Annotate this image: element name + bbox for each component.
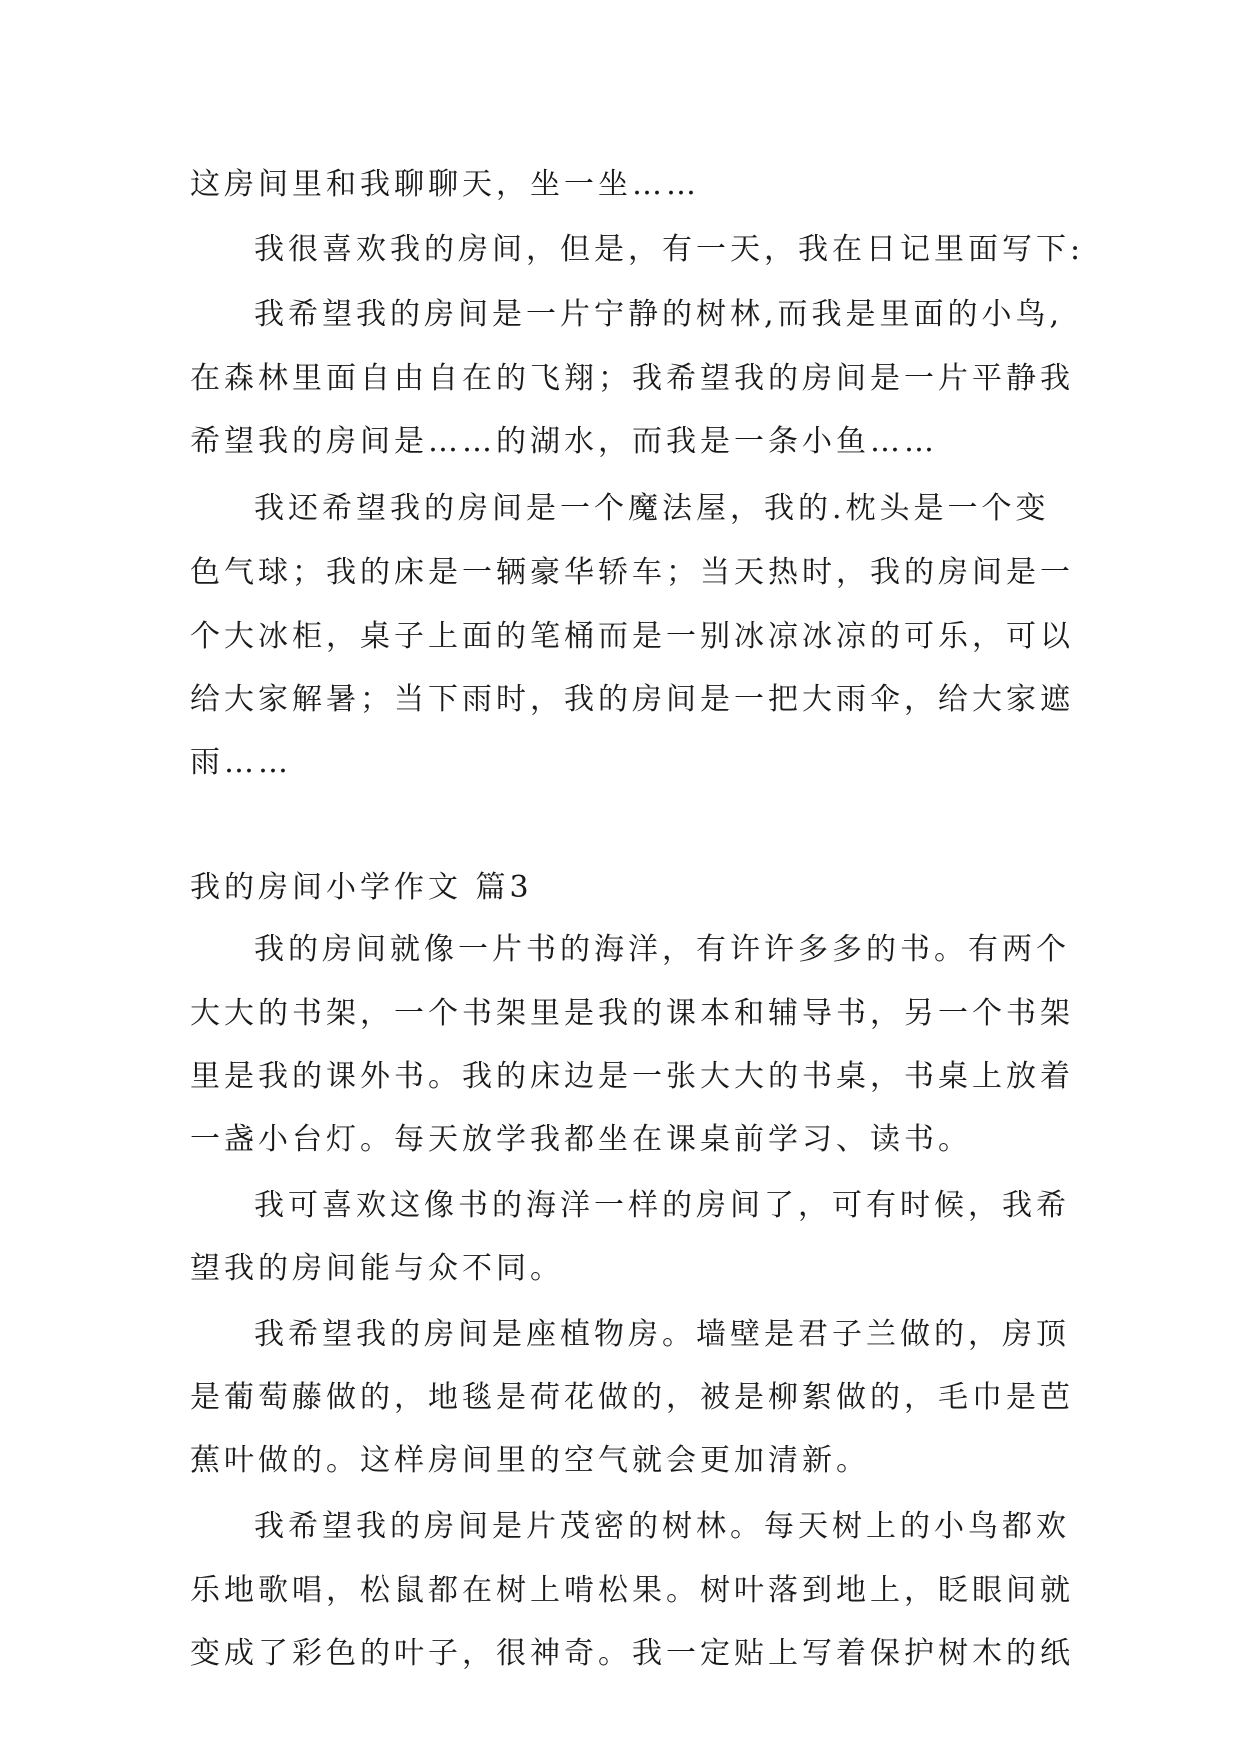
paragraph-line: 是葡萄藤做的，地毯是荷花做的，被是柳絮做的，毛巾是芭 [190, 1380, 1074, 1415]
paragraph-line: 我可喜欢这像书的海洋一样的房间了，可有时候，我希 [254, 1188, 1070, 1223]
paragraph-line: 色气球；我的床是一辆豪华轿车；当天热时，我的房间是一 [190, 555, 1074, 590]
section-heading: 我的房间小学作文 篇3 [190, 870, 533, 905]
paragraph-line: 这房间里和我聊聊天，坐一坐…… [190, 167, 700, 202]
paragraph-line: 我的房间就像一片书的海洋，有许许多多的书。有两个 [254, 932, 1070, 967]
paragraph-line: 一盏小台灯。每天放学我都坐在课桌前学习、读书。 [190, 1122, 972, 1157]
paragraph-line: 大大的书架，一个书架里是我的课本和辅导书，另一个书架 [190, 996, 1074, 1031]
paragraph-line: 希望我的房间是……的湖水，而我是一条小鱼…… [190, 424, 938, 459]
paragraph-line: 蕉叶做的。这样房间里的空气就会更加清新。 [190, 1443, 870, 1478]
paragraph-line: 我希望我的房间是片茂密的树林。每天树上的小鸟都欢 [254, 1509, 1070, 1544]
paragraph-line: 望我的房间能与众不同。 [190, 1251, 564, 1286]
paragraph-line: 雨…… [190, 745, 292, 780]
paragraph-line: 给大家解暑；当下雨时，我的房间是一把大雨伞，给大家遮 [190, 682, 1074, 717]
paragraph-line: 我希望我的房间是座植物房。墙壁是君子兰做的，房顶 [254, 1317, 1070, 1352]
paragraph-line: 变成了彩色的叶子，很神奇。我一定贴上写着保护树木的纸 [190, 1636, 1074, 1671]
paragraph-line: 我希望我的房间是一片宁静的树林,而我是里面的小鸟, [254, 297, 1064, 332]
paragraph-line: 乐地歌唱，松鼠都在树上啃松果。树叶落到地上，眨眼间就 [190, 1573, 1074, 1608]
paragraph-line: 个大冰柜，桌子上面的笔桶而是一别冰凉冰凉的可乐，可以 [190, 619, 1074, 654]
paragraph-line: 在森林里面自由自在的飞翔；我希望我的房间是一片平静我 [190, 361, 1074, 396]
paragraph-line: 里是我的课外书。我的床边是一张大大的书桌，书桌上放着 [190, 1059, 1074, 1094]
paragraph-line: 我很喜欢我的房间，但是，有一天，我在日记里面写下: [254, 232, 1085, 267]
paragraph-line: 我还希望我的房间是一个魔法屋，我的.枕头是一个变 [254, 491, 1050, 526]
